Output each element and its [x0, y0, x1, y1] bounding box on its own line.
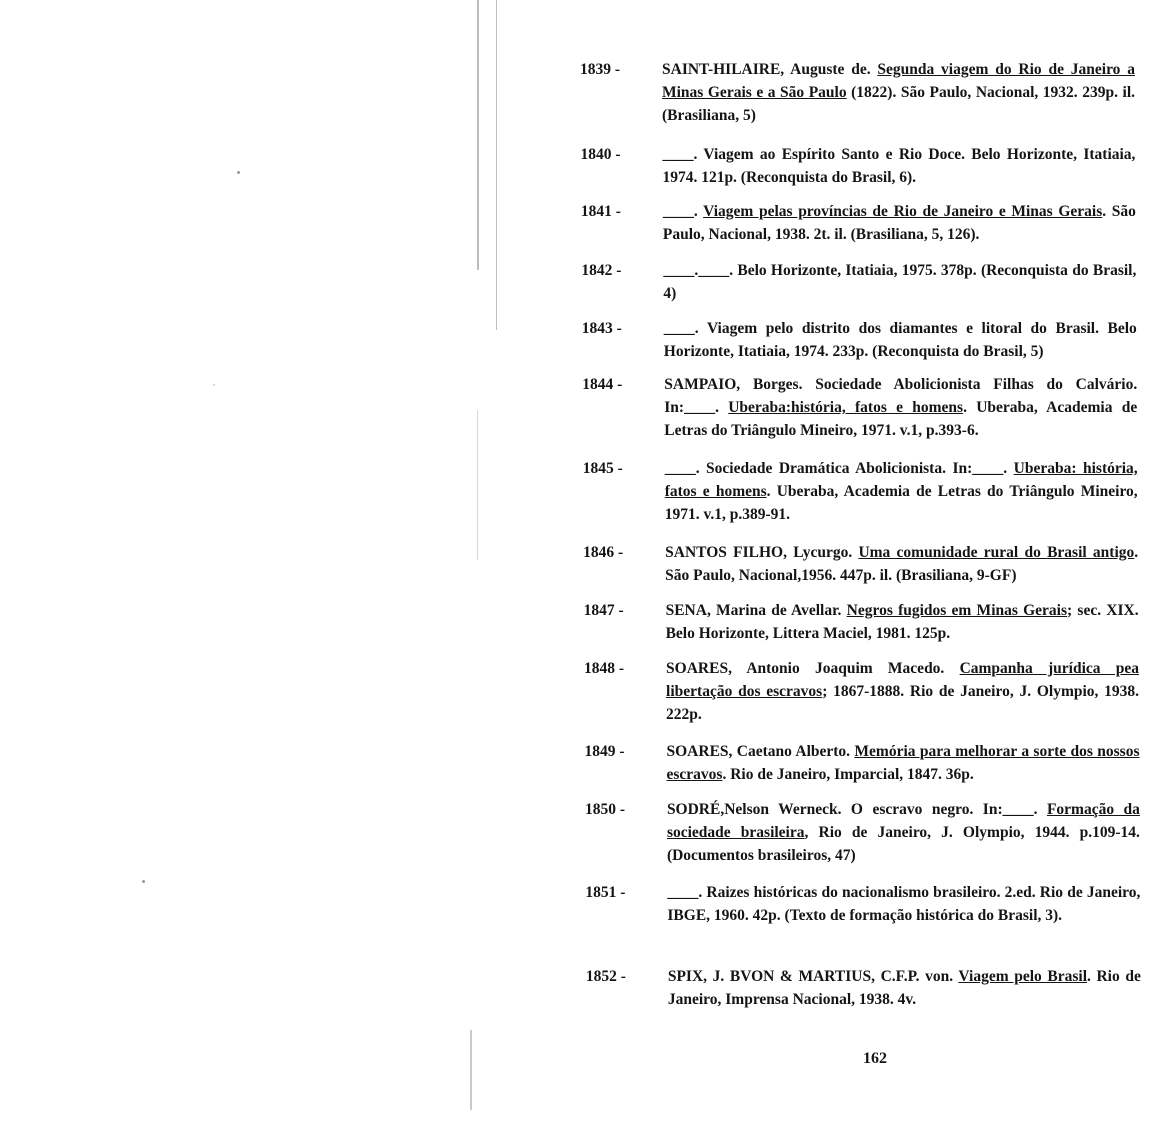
- bibliography-entry: [580, 143, 1135, 189]
- bibliography-entry: [585, 798, 1140, 867]
- gutter-line: [477, 0, 479, 270]
- page-number: 162: [863, 1050, 887, 1067]
- entry-title: Uberaba: história, fatos e homens: [664, 460, 1138, 500]
- entry-number: 1842 -: [581, 262, 622, 279]
- bibliography-entry: [580, 58, 1135, 127]
- entry-text: SAMPAIO, Borges. Sociedade Abolicionista Filhas do Calvário. In:____.: [664, 376, 1138, 416]
- entry-title: Uberaba:história, fatos e homens: [728, 399, 964, 416]
- gutter-line: [470, 1030, 472, 1110]
- bibliography-entry: [582, 317, 1137, 363]
- bibliography-entry: [583, 457, 1138, 526]
- entry-number: 1843 -: [581, 320, 622, 337]
- entry-text: , Rio de Janeiro, J. Olympio, 1944. p.109-14. (Documentos brasileiros, 47): [666, 824, 1140, 864]
- entry-text: (1822). São Paulo, Nacional, 1932. 239p. il. (Brasiliana, 5): [662, 84, 1135, 124]
- bibliography-entry: [583, 541, 1138, 587]
- entry-text: . Uberaba, Academia de Letras do Triângulo Mineiro, 1971. v.1, p.393-6.: [664, 399, 1138, 439]
- entry-text: SPIX, J. BVON & MARTIUS, C.F.P. von.: [667, 968, 959, 985]
- entry-number: 1848 -: [584, 660, 625, 677]
- entry-text: ____. Raizes históricas do nacionalismo brasileiro. 2.ed. Rio de Janeiro, IBGE, 1960. 42p. (Texto de formação histórica do Brasil, 3).: [667, 884, 1141, 924]
- entry-text: SODRÉ,Nelson Werneck. O escravo negro. In:____.: [666, 801, 1047, 818]
- gutter-line: [496, 0, 497, 330]
- gutter-line: [477, 410, 478, 560]
- entry-text: ____. Sociedade Dramática Abolicionista. In:____.: [664, 460, 1014, 477]
- bibliography-entry: [581, 200, 1136, 246]
- entry-text: SANTOS FILHO, Lycurgo.: [665, 544, 859, 561]
- entry-title: Campanha jurídica pea libertação dos escravos: [666, 660, 1140, 700]
- bibliography-entry: [581, 259, 1136, 305]
- entry-title: Segunda viagem do Rio de Janeiro a Minas Gerais e a São Paulo: [662, 61, 1135, 101]
- entry-number: 1849 -: [584, 743, 625, 760]
- bibliography-entry: [585, 740, 1140, 786]
- entry-text: . Rio de Janeiro, Imparcial, 1847. 36p.: [722, 766, 974, 783]
- entry-text: . Uberaba, Academia de Letras do Triângulo Mineiro, 1971. v.1, p.389-91.: [664, 483, 1138, 523]
- entry-text: ; 1867-1888. Rio de Janeiro, J. Olympio, 1938. 222p.: [666, 683, 1140, 723]
- entry-number: 1845 -: [582, 460, 623, 477]
- entry-text: ____. Viagem ao Espírito Santo e Rio Doce. Belo Horizonte, Itatiaia, 1974. 121p. (Reconquista do Brasil, 6).: [662, 146, 1136, 186]
- entry-text: ____.: [662, 203, 704, 220]
- entry-text: . São Paulo, Nacional,1956. 447p. il. (Brasiliana, 9-GF): [665, 544, 1139, 584]
- entry-number: 1841 -: [580, 203, 621, 220]
- entry-text: . São Paulo, Nacional, 1938. 2t. il. (Brasiliana, 5, 126).: [662, 203, 1136, 243]
- entry-text: SAINT-HILAIRE, Auguste de.: [662, 61, 878, 78]
- bibliography-entry: [586, 965, 1141, 1011]
- entry-number: 1847 -: [583, 602, 624, 619]
- scan-speck: [142, 880, 145, 883]
- entry-text: ; sec. XIX. Belo Horizonte, Littera Maciel, 1981. 125p.: [665, 602, 1139, 642]
- entry-number: 1851 -: [585, 884, 626, 901]
- entry-text: ____. Viagem pelo distrito dos diamantes e litoral do Brasil. Belo Horizonte, Itatiaia, 1974. 233p. (Reconquista do Brasil, 5): [663, 320, 1137, 360]
- entry-title: Formação da sociedade brasileira: [666, 801, 1140, 841]
- entry-title: Memória para melhorar a sorte dos nossos escravos: [666, 743, 1140, 783]
- bibliography-entry: [582, 373, 1137, 442]
- bibliography-entry: [585, 881, 1140, 927]
- entry-number: 1844 -: [582, 376, 623, 393]
- entry-text: SENA, Marina de Avellar.: [665, 602, 847, 619]
- entry-number: 1852 -: [585, 968, 626, 985]
- entry-number: 1839 -: [580, 61, 621, 78]
- entry-text: SOARES, Caetano Alberto.: [666, 743, 855, 760]
- entry-title: Uma comunidade rural do Brasil antigo: [858, 544, 1135, 561]
- entry-number: 1850 -: [584, 801, 625, 818]
- bibliography-entry: [584, 599, 1139, 645]
- scan-speck: [237, 171, 240, 174]
- entry-text: ____.____. Belo Horizonte, Itatiaia, 1975. 378p. (Reconquista do Brasil, 4): [663, 262, 1137, 302]
- entry-number: 1840 -: [580, 146, 621, 163]
- entry-text: SOARES, Antonio Joaquim Macedo.: [666, 660, 960, 677]
- entry-number: 1846 -: [583, 544, 624, 561]
- entry-title: Negros fugidos em Minas Gerais: [846, 602, 1068, 619]
- entry-text: . Rio de Janeiro, Imprensa Nacional, 1938. 4v.: [667, 968, 1141, 1008]
- scan-speck: [213, 384, 215, 386]
- bibliography-entry: [584, 657, 1139, 726]
- entry-title: Viagem pelo Brasil: [958, 968, 1088, 985]
- entry-title: Viagem pelas províncias de Rio de Janeiro e Minas Gerais: [703, 203, 1103, 220]
